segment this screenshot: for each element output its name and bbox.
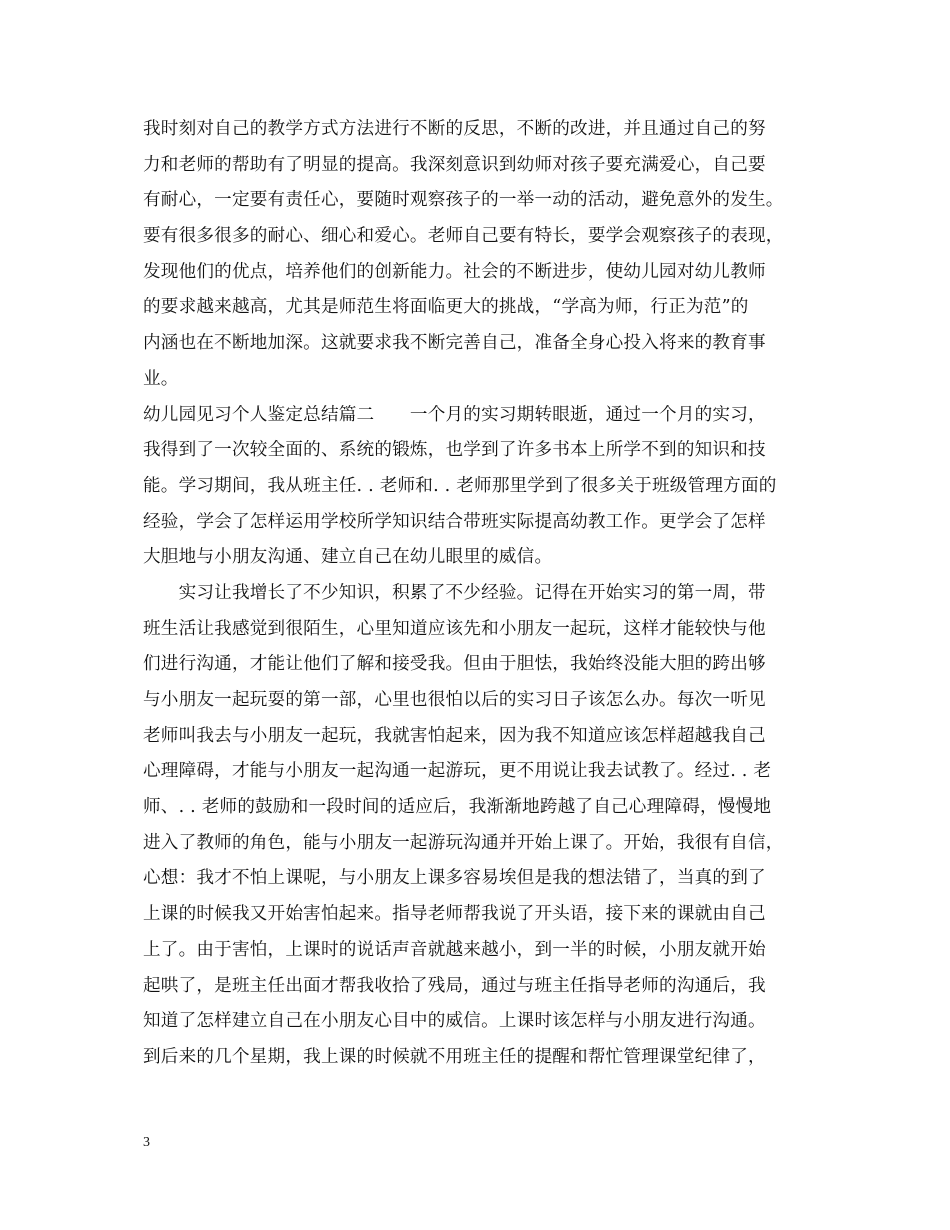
text-line: 我得到了一次较全面的、系统的锻炼，也学到了许多书本上所学不到的知识和技 — [143, 440, 766, 461]
text-line: 大胆地与小朋友沟通、建立自己在幼儿眼里的威信。 — [143, 547, 553, 568]
text-line: 有耐心，一定要有责任心，要随时观察孩子的一举一动的活动，避免意外的发生。 — [143, 190, 784, 211]
text-line: 进入了教师的角色，能与小朋友一起游玩沟通并开始上课了。开始，我很有自信， — [143, 832, 784, 853]
text-line: 心想：我才不怕上课呢，与小朋友上课多容易埃但是我的想法错了，当真的到了 — [143, 868, 766, 889]
body-text — [143, 112, 823, 1076]
text-line: 实习让我增长了不少知识，积累了不少经验。记得在开始实习的第一周，带 — [143, 582, 766, 603]
text-line: 与小朋友一起玩耍的第一部，心里也很怕以后的实习日子该怎么办。每次一听见 — [143, 690, 766, 710]
text-line: 上了。由于害怕，上课时的说话声音就越来越小，到一半的时候，小朋友就开始 — [143, 939, 766, 960]
text-line: 班生活让我感觉到很陌生，心里知道应该先和小朋友一起玩，这样才能较快与他 — [143, 618, 766, 639]
text-line: 到后来的几个星期，我上课的时候就不用班主任的提醒和帮忙管理课堂纪律了， — [143, 1046, 766, 1067]
text-line: 力和老师的帮助有了明显的提高。我深刻意识到幼师对孩子要充满爱心，自己要 — [143, 154, 766, 175]
text-line: 的要求越来越高，尤其是师范生将面临更大的挑战，“学高为师，行正为范”的 — [143, 297, 749, 318]
text-line: 发现他们的优点，培养他们的创新能力。社会的不断进步，使幼儿园对幼儿教师 — [143, 261, 766, 282]
text-line: 知道了怎样建立自己在小朋友心目中的威信。上课时该怎样与小朋友进行沟通。 — [143, 1011, 766, 1032]
text-line: 老师叫我去与小朋友一起玩，我就害怕起来，因为我不知道应该怎样超越我自己 — [143, 725, 766, 746]
text-line: 上课的时候我又开始害怕起来。指导老师帮我说了开头语，接下来的课就由自己 — [143, 904, 766, 925]
text-line: 们进行沟通，才能让他们了解和接受我。但由于胆怯，我始终没能大胆的跨出够 — [143, 654, 766, 675]
text-line: 要有很多很多的耐心、细心和爱心。老师自己要有特长，要学会观察孩子的表现， — [143, 226, 784, 247]
text-line: 幼儿园见习个人鉴定总结篇二 一个月的实习期转眼逝，通过一个月的实习， — [143, 404, 766, 425]
text-line: 心理障碍，才能与小朋友一起沟通一起游玩，更不用说让我去试教了。经过. . 老 — [143, 761, 772, 782]
text-line: 师、. . 老师的鼓励和一段时间的适应后，我渐渐地跨越了自己心理障碍，慢慢地 — [143, 797, 772, 818]
page-number: 3 — [143, 1135, 150, 1150]
text-line: 经验，学会了怎样运用学校所学知识结合带班实际提高幼教工作。更学会了怎样 — [143, 511, 766, 532]
text-line: 起哄了，是班主任出面才帮我收拾了残局，通过与班主任指导老师的沟通后，我 — [143, 975, 766, 996]
text-line: 业。 — [143, 368, 179, 389]
text-line: 能。学习期间，我从班主任. . 老师和. . 老师那里学到了很多关于班级管理方面的 — [143, 475, 777, 496]
text-line: 我时刻对自己的教学方式方法进行不断的反思，不断的改进，并且通过自己的努 — [143, 119, 766, 139]
text-line: 内涵也在不断地加深。这就要求我不断完善自己，准备全身心投入将来的教育事 — [143, 333, 766, 354]
